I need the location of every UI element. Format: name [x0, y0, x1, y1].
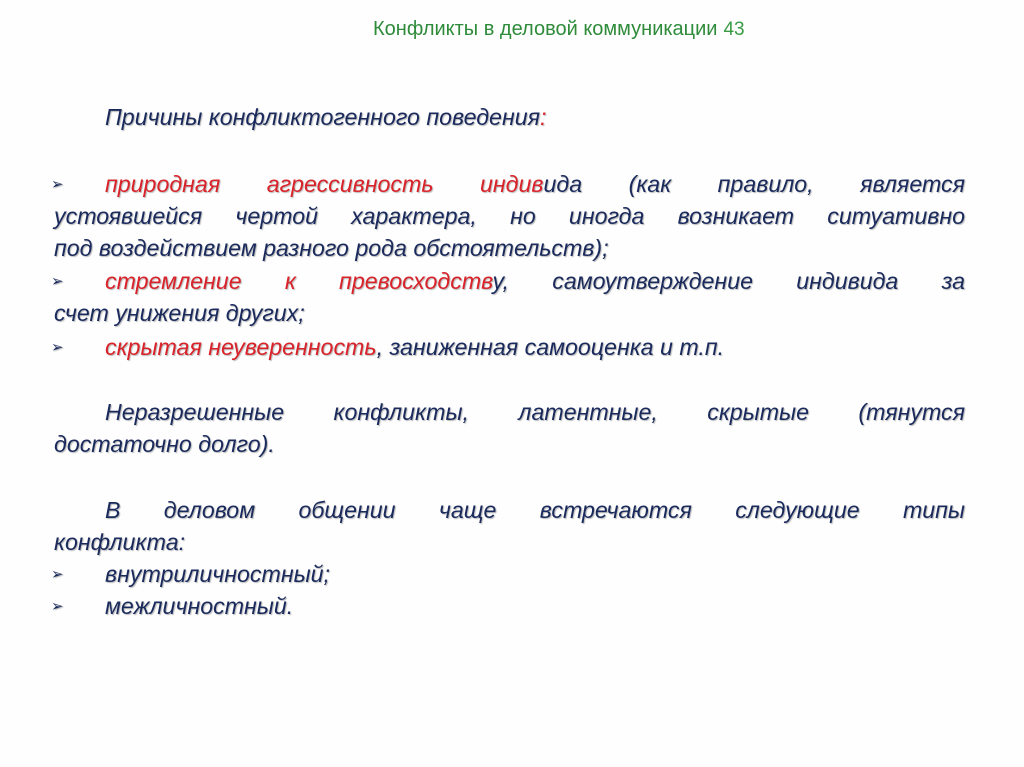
unresolved-line1: Неразрешенные конфликты, латентные, скрытые (тянутся: [105, 399, 965, 425]
bullet-arrow-icon: ➢: [51, 598, 64, 615]
unresolved-paragraph: [54, 396, 965, 460]
cause-2-highlight: стремление к превосходств: [105, 268, 493, 294]
causes-heading-colon: :: [540, 104, 547, 130]
page-number: 43: [723, 19, 745, 40]
bullet-arrow-icon: ➢: [51, 176, 64, 193]
bullet-arrow-icon: ➢: [51, 339, 64, 356]
causes-heading-text: Причины конфликтогенного поведения: [105, 104, 540, 130]
bullet-arrow-icon: ➢: [51, 566, 64, 583]
header-title: Конфликты в деловой коммуникации: [373, 18, 718, 40]
cause-3-rest: , заниженная самооценка и т.п.: [376, 334, 725, 360]
cause-item-3: [51, 331, 965, 363]
type-item-2: [51, 590, 965, 622]
cause-2-rest: у, самоутверждение индивида за: [492, 268, 965, 294]
types-line1: В деловом общении чаще встречаются следующие типы: [105, 497, 965, 523]
type-item-1: [51, 558, 965, 590]
type-item-1-text: внутриличностный;: [105, 561, 331, 587]
cause-item-2: [51, 265, 965, 329]
cause-3-highlight: скрытая неуверенность: [105, 334, 377, 360]
slide-header: [373, 18, 745, 48]
type-item-2-text: межличностный.: [105, 593, 294, 619]
types-paragraph: [51, 494, 965, 622]
cause-1-line3: под воздействием разного рода обстоятельств);: [54, 235, 609, 261]
unresolved-line2: достаточно долго).: [54, 431, 275, 457]
causes-heading: [54, 101, 965, 133]
cause-1-line2: устоявшейся чертой характера, но иногда возникает ситуативно: [54, 203, 965, 229]
cause-1-highlight: природная агрессивность индив: [105, 171, 544, 197]
cause-1-rest: ида (как правило, является: [543, 171, 965, 197]
bullet-arrow-icon: ➢: [51, 273, 64, 290]
cause-2-line2: счет унижения других;: [54, 300, 305, 326]
types-line2: конфликта:: [54, 529, 186, 555]
cause-item-1: [51, 168, 965, 264]
